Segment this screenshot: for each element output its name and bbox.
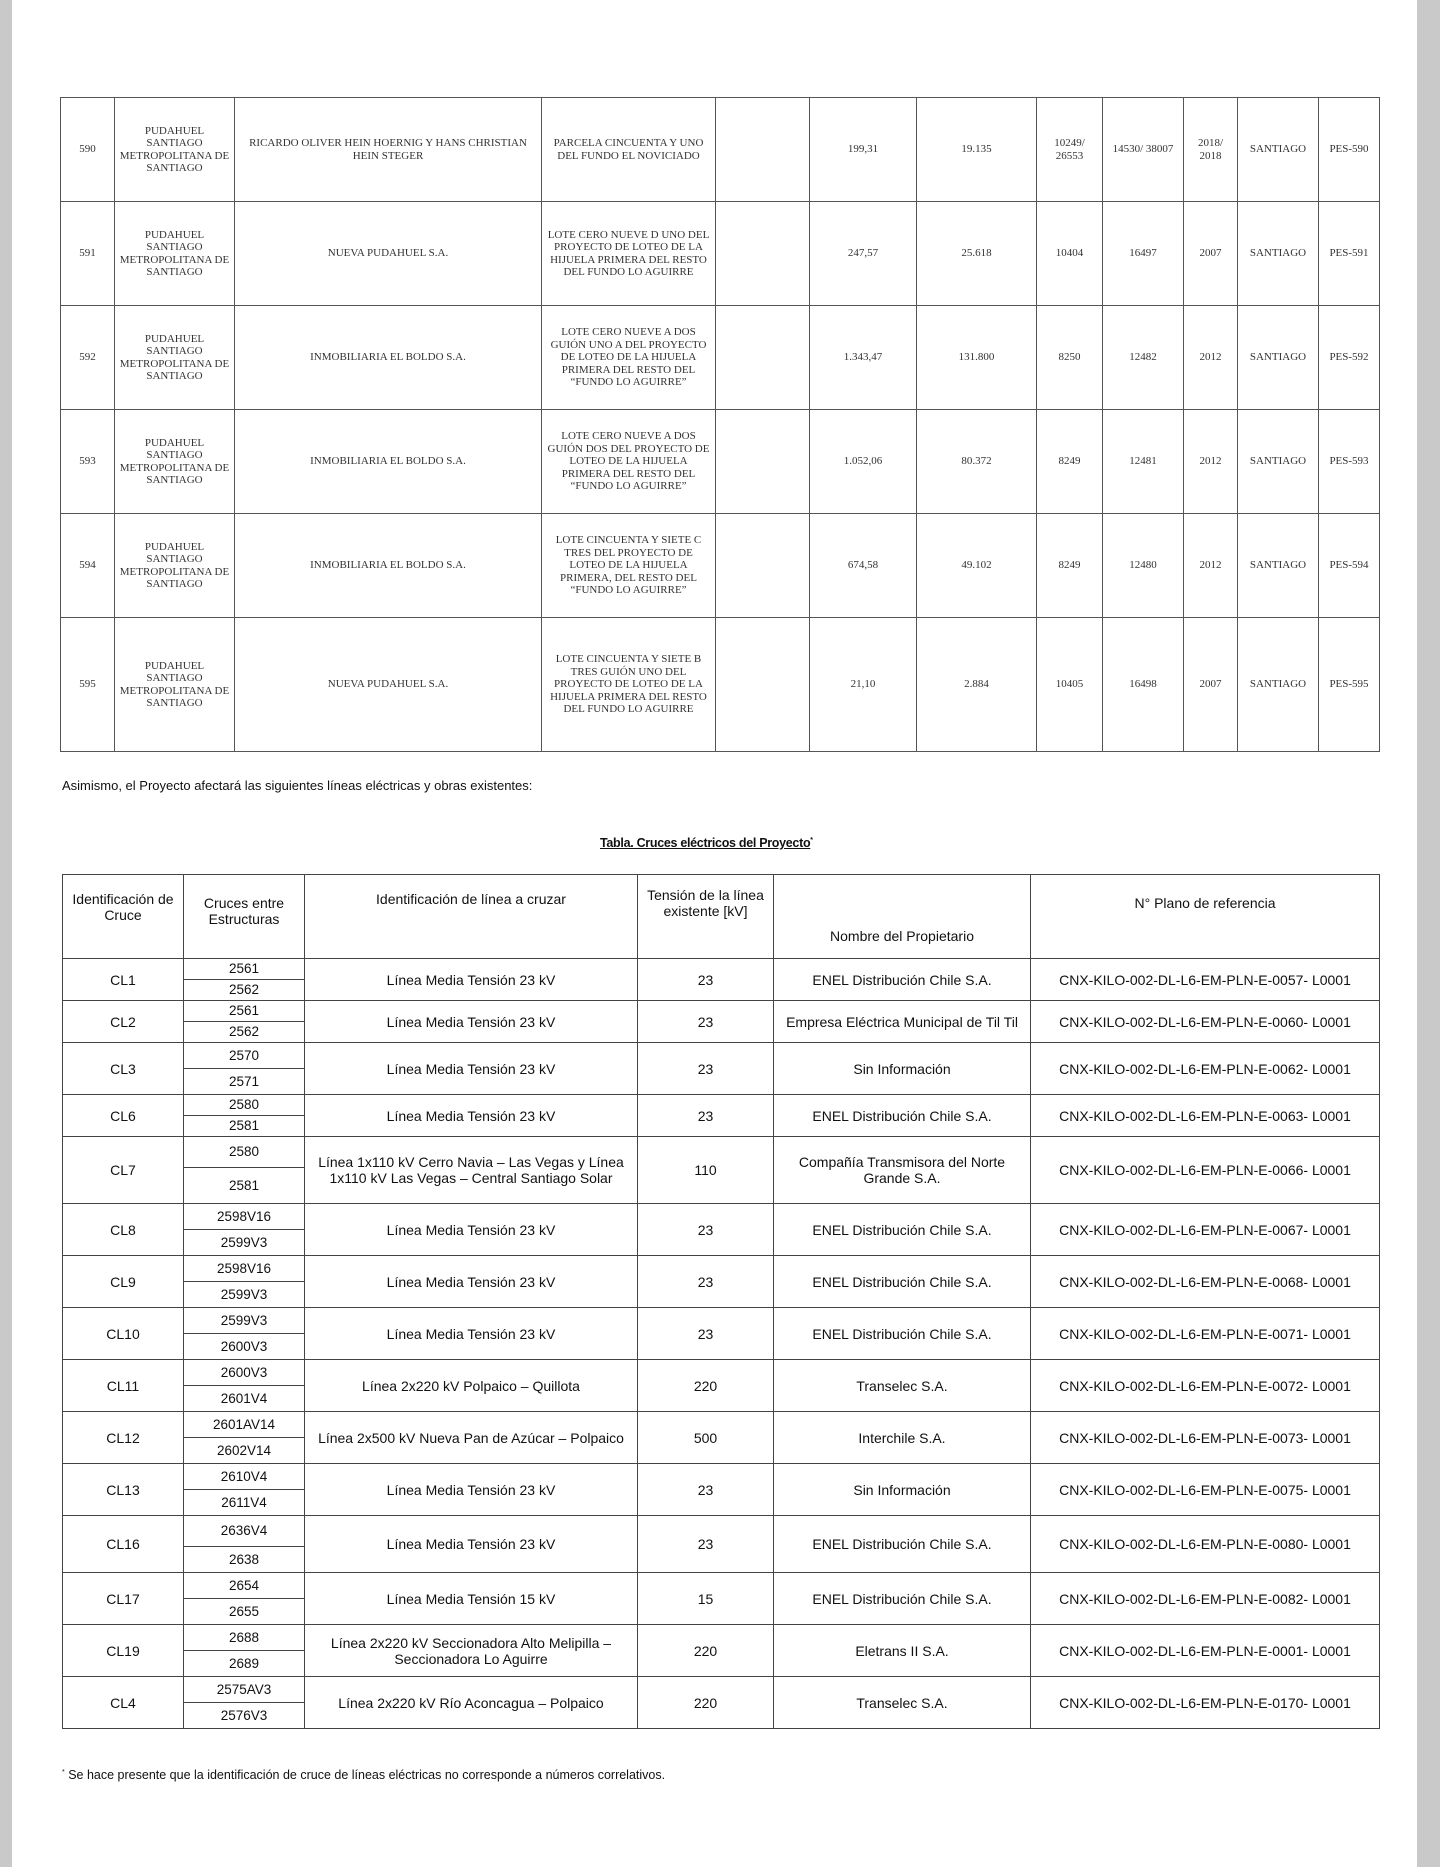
structure-end: 2599V3 (184, 1230, 305, 1256)
parcel-cell-num: 591 (61, 202, 115, 306)
structure-end: 2562 (184, 1022, 305, 1043)
owner-name: ENEL Distribución Chile S.A. (774, 1516, 1031, 1573)
document-page (12, 0, 1417, 1867)
owner-name: ENEL Distribución Chile S.A. (774, 1308, 1031, 1360)
reference-plan: CNX-KILO-002-DL-L6-EM-PLN-E-0170- L0001 (1031, 1677, 1380, 1729)
parcel-cell-cbr: SANTIAGO (1238, 410, 1319, 514)
reference-plan: CNX-KILO-002-DL-L6-EM-PLN-E-0057- L0001 (1031, 959, 1380, 1001)
parcel-cell-num: 595 (61, 618, 115, 752)
parcel-cell-area: 674,58 (810, 514, 917, 618)
reference-plan: CNX-KILO-002-DL-L6-EM-PLN-E-0001- L0001 (1031, 1625, 1380, 1677)
structure-end: 2655 (184, 1599, 305, 1625)
parcel-cell-area: 247,57 (810, 202, 917, 306)
parcel-cell-codigo: PES-590 (1319, 98, 1380, 202)
header-estructuras: Cruces entre Estructuras (184, 875, 305, 959)
line-voltage: 220 (638, 1677, 774, 1729)
parcel-cell-numero: 14530/ 38007 (1103, 98, 1184, 202)
reference-plan: CNX-KILO-002-DL-L6-EM-PLN-E-0063- L0001 (1031, 1095, 1380, 1137)
structure-start: 2570 (184, 1043, 305, 1069)
parcel-cell-fojas: 8250 (1037, 306, 1103, 410)
header-plano: N° Plano de referencia (1031, 875, 1380, 959)
crossing-id: CL19 (63, 1625, 184, 1677)
owner-name: Transelec S.A. (774, 1677, 1031, 1729)
line-voltage: 23 (638, 1516, 774, 1573)
structure-start: 2654 (184, 1573, 305, 1599)
crossing-id: CL11 (63, 1360, 184, 1412)
reference-plan: CNX-KILO-002-DL-L6-EM-PLN-E-0066- L0001 (1031, 1137, 1380, 1204)
crossing-row (63, 959, 1380, 980)
line-voltage: 110 (638, 1137, 774, 1204)
crossing-id: CL16 (63, 1516, 184, 1573)
parcel-cell-owner: INMOBILIARIA EL BOLDO S.A. (235, 306, 542, 410)
line-voltage: 23 (638, 1308, 774, 1360)
crossing-row (63, 1095, 1380, 1116)
parcel-cell-predio: LOTE CERO NUEVE A DOS GUIÓN DOS DEL PROYECTO DE LOTEO DE LA HIJUELA PRIMERA DEL RESTO DEL “FUNDO LO AGUIRRE” (542, 410, 716, 514)
parcel-cell-anio: 2007 (1184, 202, 1238, 306)
structure-end: 2581 (184, 1168, 305, 1204)
parcel-cell-area: 21,10 (810, 618, 917, 752)
header-identificacion: Identificación de Cruce (63, 875, 184, 959)
structure-end: 2689 (184, 1651, 305, 1677)
structure-start: 2688 (184, 1625, 305, 1651)
parcel-cell-blank (716, 514, 810, 618)
structure-start: 2598V16 (184, 1256, 305, 1282)
crossing-id: CL2 (63, 1001, 184, 1043)
parcel-cell-anio: 2018/ 2018 (1184, 98, 1238, 202)
crossing-id: CL3 (63, 1043, 184, 1095)
parcel-cell-anio: 2012 (1184, 410, 1238, 514)
parcel-cell-anio: 2012 (1184, 514, 1238, 618)
line-name: Línea Media Tensión 23 kV (305, 1516, 638, 1573)
parcel-cell-num: 593 (61, 410, 115, 514)
parcel-cell-codigo: PES-592 (1319, 306, 1380, 410)
owner-name: Compañía Transmisora del Norte Grande S.A. (774, 1137, 1031, 1204)
crossing-row (63, 1677, 1380, 1703)
structure-start: 2561 (184, 959, 305, 980)
parcel-cell-valor: 19.135 (917, 98, 1037, 202)
footnote-mark: * (62, 1768, 65, 1776)
line-name: Línea Media Tensión 23 kV (305, 1043, 638, 1095)
parcel-cell-area: 1.052,06 (810, 410, 917, 514)
parcel-cell-numero: 16497 (1103, 202, 1184, 306)
parcel-cell-comuna: PUDAHUEL SANTIAGO METROPOLITANA DE SANTIAGO (115, 202, 235, 306)
parcel-cell-cbr: SANTIAGO (1238, 98, 1319, 202)
parcel-row (61, 98, 1380, 202)
crossing-row (63, 1308, 1380, 1334)
parcel-cell-blank (716, 618, 810, 752)
parcel-cell-comuna: PUDAHUEL SANTIAGO METROPOLITANA DE SANTIAGO (115, 514, 235, 618)
line-name: Línea 1x110 kV Cerro Navia – Las Vegas y Línea 1x110 kV Las Vegas – Central Santiago Solar (305, 1137, 638, 1204)
crossing-row (63, 1625, 1380, 1651)
crossing-id: CL17 (63, 1573, 184, 1625)
parcel-cell-fojas: 10249/ 26553 (1037, 98, 1103, 202)
parcel-cell-blank (716, 410, 810, 514)
reference-plan: CNX-KILO-002-DL-L6-EM-PLN-E-0082- L0001 (1031, 1573, 1380, 1625)
parcel-cell-blank (716, 202, 810, 306)
structure-start: 2561 (184, 1001, 305, 1022)
structure-end: 2611V4 (184, 1490, 305, 1516)
owner-name: ENEL Distribución Chile S.A. (774, 1095, 1031, 1137)
structure-start: 2636V4 (184, 1516, 305, 1547)
parcel-cell-cbr: SANTIAGO (1238, 202, 1319, 306)
reference-plan: CNX-KILO-002-DL-L6-EM-PLN-E-0075- L0001 (1031, 1464, 1380, 1516)
parcel-cell-anio: 2012 (1184, 306, 1238, 410)
footnote: * Se hace presente que la identificación de cruce de líneas eléctricas no corresponde a números correlativos. (62, 1768, 666, 1782)
structure-end: 2602V14 (184, 1438, 305, 1464)
parcel-cell-owner: RICARDO OLIVER HEIN HOERNIG Y HANS CHRISTIAN HEIN STEGER (235, 98, 542, 202)
parcel-cell-area: 1.343,47 (810, 306, 917, 410)
parcel-cell-num: 590 (61, 98, 115, 202)
reference-plan: CNX-KILO-002-DL-L6-EM-PLN-E-0068- L0001 (1031, 1256, 1380, 1308)
parcel-cell-area: 199,31 (810, 98, 917, 202)
structure-end: 2600V3 (184, 1334, 305, 1360)
crossing-id: CL4 (63, 1677, 184, 1729)
parcel-cell-valor: 2.884 (917, 618, 1037, 752)
parcels-table (60, 97, 1380, 752)
parcel-cell-fojas: 10405 (1037, 618, 1103, 752)
crossing-id: CL6 (63, 1095, 184, 1137)
line-voltage: 23 (638, 1204, 774, 1256)
parcel-cell-codigo: PES-593 (1319, 410, 1380, 514)
parcel-cell-predio: LOTE CINCUENTA Y SIETE C TRES DEL PROYECTO DE LOTEO DE LA HIJUELA PRIMERA, DEL RESTO DEL “FUNDO LO AGUIRRE” (542, 514, 716, 618)
line-voltage: 23 (638, 1001, 774, 1043)
crossing-id: CL13 (63, 1464, 184, 1516)
structure-end: 2601V4 (184, 1386, 305, 1412)
header-tension: Tensión de la línea existente [kV] (638, 875, 774, 959)
crossings-table-title: Tabla. Cruces eléctricos del Proyecto* (600, 836, 813, 850)
line-voltage: 23 (638, 1043, 774, 1095)
crossing-row (63, 1043, 1380, 1069)
structure-start: 2580 (184, 1137, 305, 1168)
crossing-id: CL10 (63, 1308, 184, 1360)
structure-start: 2610V4 (184, 1464, 305, 1490)
crossing-row (63, 1412, 1380, 1438)
parcel-cell-numero: 12482 (1103, 306, 1184, 410)
header-propietario: Nombre del Propietario (774, 875, 1031, 959)
structure-end: 2638 (184, 1547, 305, 1573)
owner-name: ENEL Distribución Chile S.A. (774, 959, 1031, 1001)
owner-name: Empresa Eléctrica Municipal de Til Til (774, 1001, 1031, 1043)
parcel-cell-predio: LOTE CERO NUEVE D UNO DEL PROYECTO DE LOTEO DE LA HIJUELA PRIMERA DEL RESTO DEL FUNDO LO AGUIRRE (542, 202, 716, 306)
crossing-row (63, 1516, 1380, 1547)
owner-name: Interchile S.A. (774, 1412, 1031, 1464)
parcel-cell-codigo: PES-595 (1319, 618, 1380, 752)
crossing-row (63, 1360, 1380, 1386)
line-name: Línea 2x220 kV Polpaico – Quillota (305, 1360, 638, 1412)
parcel-cell-num: 594 (61, 514, 115, 618)
parcel-cell-predio: LOTE CINCUENTA Y SIETE B TRES GUIÓN UNO DEL PROYECTO DE LOTEO DE LA HIJUELA PRIMERA DEL RESTO DEL FUNDO LO AGUIRRE (542, 618, 716, 752)
line-voltage: 23 (638, 959, 774, 1001)
parcel-cell-fojas: 8249 (1037, 410, 1103, 514)
crossing-row (63, 1573, 1380, 1599)
owner-name: Eletrans II S.A. (774, 1625, 1031, 1677)
structure-end: 2576V3 (184, 1703, 305, 1729)
parcel-cell-owner: NUEVA PUDAHUEL S.A. (235, 618, 542, 752)
owner-name: ENEL Distribución Chile S.A. (774, 1204, 1031, 1256)
line-name: Línea 2x220 kV Río Aconcagua – Polpaico (305, 1677, 638, 1729)
crossing-row (63, 1256, 1380, 1282)
parcel-cell-valor: 80.372 (917, 410, 1037, 514)
line-name: Línea Media Tensión 23 kV (305, 1001, 638, 1043)
line-voltage: 23 (638, 1464, 774, 1516)
parcel-cell-cbr: SANTIAGO (1238, 514, 1319, 618)
line-name: Línea Media Tensión 23 kV (305, 1464, 638, 1516)
crossing-id: CL8 (63, 1204, 184, 1256)
line-name: Línea Media Tensión 23 kV (305, 1256, 638, 1308)
owner-name: Sin Información (774, 1464, 1031, 1516)
parcel-cell-owner: INMOBILIARIA EL BOLDO S.A. (235, 514, 542, 618)
parcel-cell-predio: LOTE CERO NUEVE A DOS GUIÓN UNO A DEL PROYECTO DE LOTEO DE LA HIJUELA PRIMERA DEL RESTO DEL “FUNDO LO AGUIRRE” (542, 306, 716, 410)
structure-start: 2601AV14 (184, 1412, 305, 1438)
parcel-cell-blank (716, 98, 810, 202)
line-name: Línea Media Tensión 23 kV (305, 1204, 638, 1256)
title-footnote-mark: * (810, 836, 813, 844)
line-name: Línea Media Tensión 23 kV (305, 1095, 638, 1137)
line-name: Línea Media Tensión 15 kV (305, 1573, 638, 1625)
line-voltage: 220 (638, 1360, 774, 1412)
parcel-cell-numero: 16498 (1103, 618, 1184, 752)
line-name: Línea Media Tensión 23 kV (305, 1308, 638, 1360)
owner-name: ENEL Distribución Chile S.A. (774, 1256, 1031, 1308)
structure-end: 2581 (184, 1116, 305, 1137)
reference-plan: CNX-KILO-002-DL-L6-EM-PLN-E-0071- L0001 (1031, 1308, 1380, 1360)
structure-end: 2599V3 (184, 1282, 305, 1308)
parcel-cell-valor: 131.800 (917, 306, 1037, 410)
parcel-cell-blank (716, 306, 810, 410)
intro-text: Asimismo, el Proyecto afectará las siguientes líneas eléctricas y obras existentes: (62, 778, 533, 793)
line-name: Línea Media Tensión 23 kV (305, 959, 638, 1001)
crossing-row (63, 1204, 1380, 1230)
line-voltage: 23 (638, 1256, 774, 1308)
reference-plan: CNX-KILO-002-DL-L6-EM-PLN-E-0060- L0001 (1031, 1001, 1380, 1043)
crossings-table (62, 874, 1380, 1729)
parcel-row (61, 306, 1380, 410)
reference-plan: CNX-KILO-002-DL-L6-EM-PLN-E-0072- L0001 (1031, 1360, 1380, 1412)
line-voltage: 23 (638, 1095, 774, 1137)
reference-plan: CNX-KILO-002-DL-L6-EM-PLN-E-0062- L0001 (1031, 1043, 1380, 1095)
parcel-cell-owner: INMOBILIARIA EL BOLDO S.A. (235, 410, 542, 514)
parcel-cell-comuna: PUDAHUEL SANTIAGO METROPOLITANA DE SANTIAGO (115, 98, 235, 202)
crossing-id: CL9 (63, 1256, 184, 1308)
parcel-row (61, 618, 1380, 752)
parcel-cell-num: 592 (61, 306, 115, 410)
parcel-cell-predio: PARCELA CINCUENTA Y UNO DEL FUNDO EL NOVICIADO (542, 98, 716, 202)
parcel-cell-fojas: 8249 (1037, 514, 1103, 618)
owner-name: Transelec S.A. (774, 1360, 1031, 1412)
parcel-cell-fojas: 10404 (1037, 202, 1103, 306)
parcel-cell-cbr: SANTIAGO (1238, 306, 1319, 410)
owner-name: Sin Información (774, 1043, 1031, 1095)
line-name: Línea 2x500 kV Nueva Pan de Azúcar – Polpaico (305, 1412, 638, 1464)
parcel-cell-cbr: SANTIAGO (1238, 618, 1319, 752)
structure-end: 2562 (184, 980, 305, 1001)
structure-end: 2571 (184, 1069, 305, 1095)
structure-start: 2580 (184, 1095, 305, 1116)
parcel-cell-comuna: PUDAHUEL SANTIAGO METROPOLITANA DE SANTIAGO (115, 410, 235, 514)
parcel-cell-comuna: PUDAHUEL SANTIAGO METROPOLITANA DE SANTIAGO (115, 306, 235, 410)
parcel-cell-codigo: PES-594 (1319, 514, 1380, 618)
parcel-row (61, 410, 1380, 514)
structure-start: 2599V3 (184, 1308, 305, 1334)
line-name: Línea 2x220 kV Seccionadora Alto Melipilla – Seccionadora Lo Aguirre (305, 1625, 638, 1677)
parcel-cell-valor: 49.102 (917, 514, 1037, 618)
owner-name: ENEL Distribución Chile S.A. (774, 1573, 1031, 1625)
parcel-row (61, 202, 1380, 306)
reference-plan: CNX-KILO-002-DL-L6-EM-PLN-E-0073- L0001 (1031, 1412, 1380, 1464)
crossing-id: CL1 (63, 959, 184, 1001)
parcel-cell-comuna: PUDAHUEL SANTIAGO METROPOLITANA DE SANTIAGO (115, 618, 235, 752)
structure-start: 2575AV3 (184, 1677, 305, 1703)
crossing-id: CL12 (63, 1412, 184, 1464)
parcel-cell-anio: 2007 (1184, 618, 1238, 752)
parcel-cell-valor: 25.618 (917, 202, 1037, 306)
crossing-row (63, 1137, 1380, 1168)
line-voltage: 220 (638, 1625, 774, 1677)
crossing-row (63, 1464, 1380, 1490)
crossings-header-row (63, 875, 1380, 959)
crossing-row (63, 1001, 1380, 1022)
parcel-row (61, 514, 1380, 618)
reference-plan: CNX-KILO-002-DL-L6-EM-PLN-E-0080- L0001 (1031, 1516, 1380, 1573)
parcel-cell-numero: 12480 (1103, 514, 1184, 618)
header-linea: Identificación de línea a cruzar (305, 875, 638, 959)
reference-plan: CNX-KILO-002-DL-L6-EM-PLN-E-0067- L0001 (1031, 1204, 1380, 1256)
parcel-cell-owner: NUEVA PUDAHUEL S.A. (235, 202, 542, 306)
line-voltage: 500 (638, 1412, 774, 1464)
parcel-cell-numero: 12481 (1103, 410, 1184, 514)
structure-start: 2598V16 (184, 1204, 305, 1230)
line-voltage: 15 (638, 1573, 774, 1625)
structure-start: 2600V3 (184, 1360, 305, 1386)
parcel-cell-codigo: PES-591 (1319, 202, 1380, 306)
crossing-id: CL7 (63, 1137, 184, 1204)
